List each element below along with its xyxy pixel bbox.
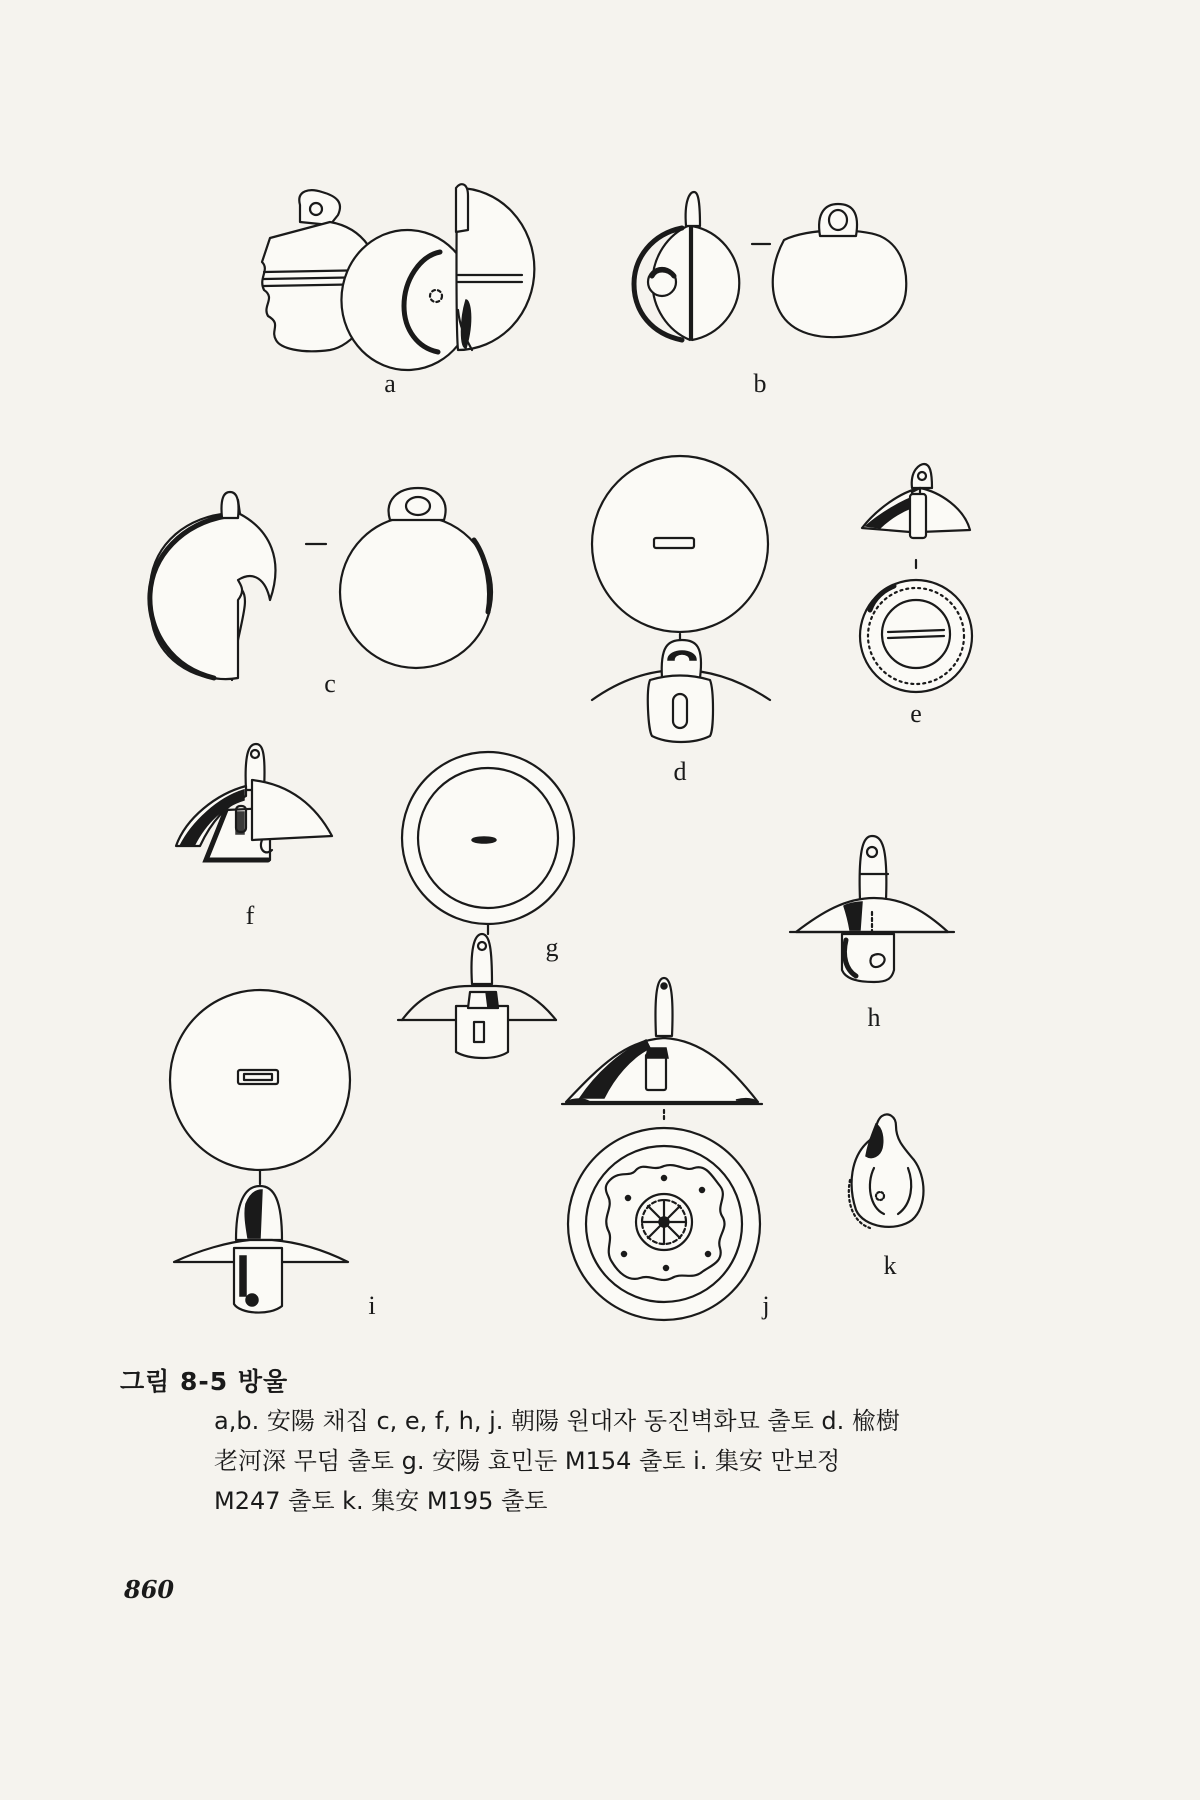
bell-a-drawing bbox=[262, 184, 534, 398]
label-i: i bbox=[368, 1291, 376, 1320]
caption-title: 그림 8-5 방울 bbox=[120, 1367, 289, 1396]
label-d: d bbox=[673, 757, 687, 786]
bell-d-drawing bbox=[592, 456, 770, 786]
label-g: g bbox=[545, 933, 559, 962]
label-c: c bbox=[324, 669, 336, 698]
caption-line-1: a,b. 安陽 채집 c, e, f, h, j. 朝陽 원대자 동진벽화묘 출토 d. 楡樹 bbox=[214, 1407, 900, 1435]
bell-j-drawing bbox=[562, 978, 770, 1320]
label-k: k bbox=[883, 1251, 897, 1280]
bell-i-drawing bbox=[170, 990, 376, 1320]
caption-line-2: 老河深 무덤 출토 g. 安陽 효민둔 M154 출토 i. 集安 만보정 bbox=[214, 1447, 841, 1475]
label-e: e bbox=[910, 699, 922, 728]
bell-k-drawing bbox=[849, 1114, 924, 1280]
bell-g-drawing bbox=[398, 752, 574, 1058]
bell-f-drawing bbox=[176, 744, 332, 930]
bell-h-drawing bbox=[790, 836, 954, 1032]
caption-line-3: M247 출토 k. 集安 M195 출토 bbox=[214, 1487, 548, 1515]
page-number: 860 bbox=[124, 1575, 175, 1604]
label-a: a bbox=[384, 369, 396, 398]
bell-c-drawing bbox=[150, 488, 492, 698]
figure-caption bbox=[120, 1362, 1020, 1524]
label-j: j bbox=[762, 1291, 770, 1320]
bell-b-drawing bbox=[634, 192, 906, 398]
label-b: b bbox=[753, 369, 767, 398]
label-h: h bbox=[867, 1003, 881, 1032]
bell-e-drawing bbox=[860, 464, 972, 728]
label-f: f bbox=[245, 901, 255, 930]
